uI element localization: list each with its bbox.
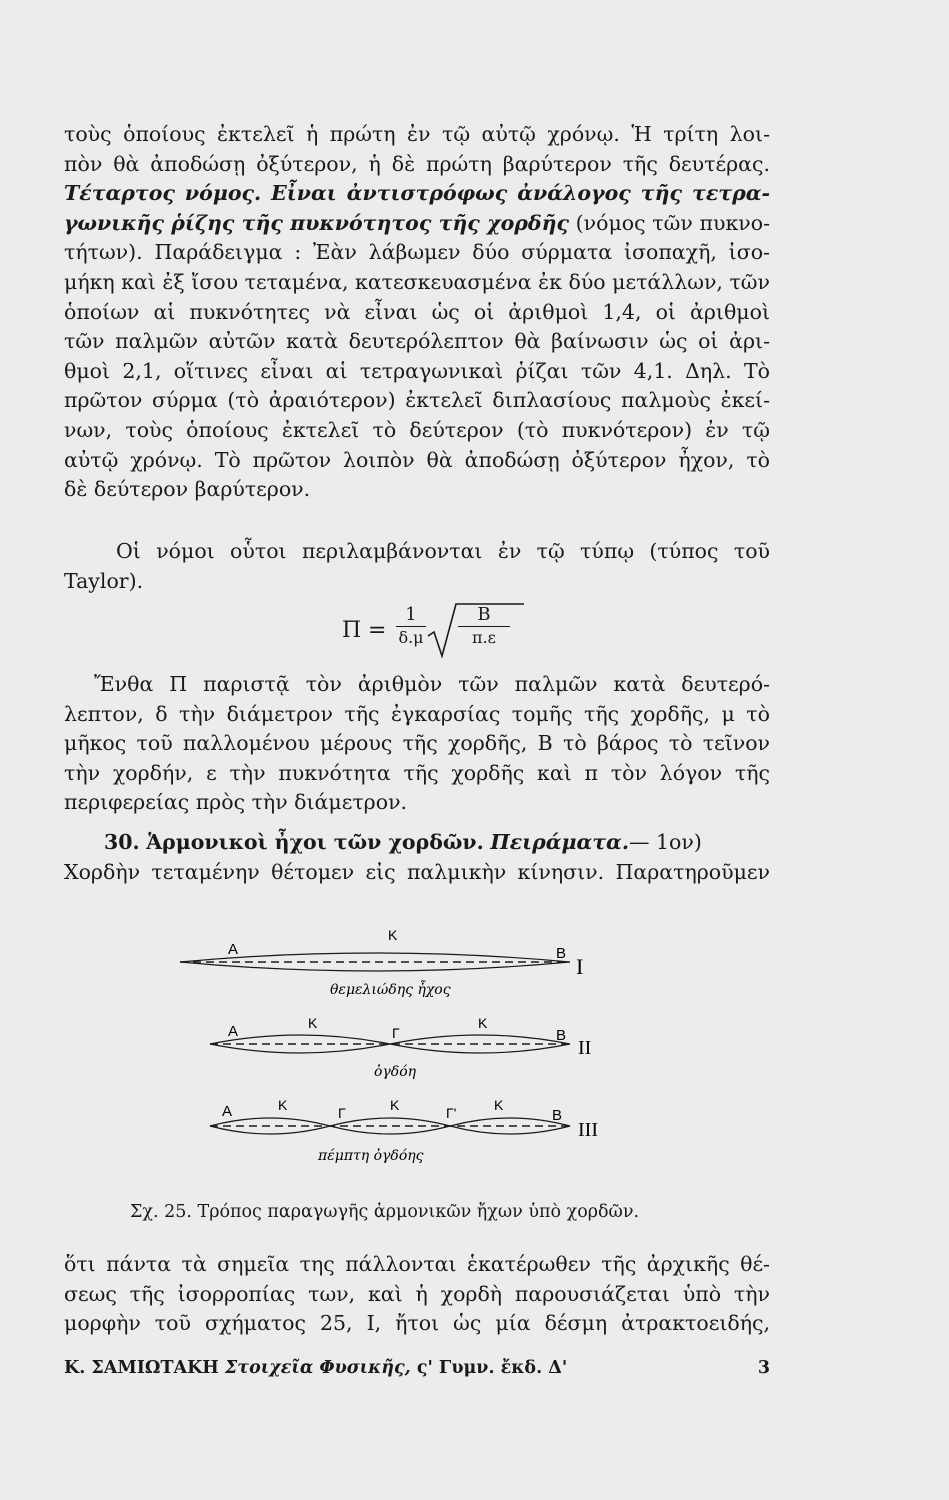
- text-line: μήκη καὶ ἐξ ἴσου τεταμένα, κατεσκευασμένα ἐκ δύο μετάλλων, τῶν: [64, 269, 770, 294]
- handwritten-fifth-octave: πέμπτη ὀγδόης: [318, 1148, 424, 1164]
- figure-case-3: [210, 1097, 598, 1164]
- text-line: Οἱ νόμοι οὗτοι περιλαμβάνονται ἐν τῷ τύπῳ (τύπος τοῦ: [116, 539, 770, 563]
- section-number: 30.: [104, 830, 140, 854]
- label-g-prime: Γ': [446, 1105, 457, 1121]
- label-b: Β: [556, 1027, 567, 1044]
- taylor-formula: [330, 600, 590, 660]
- label-a: Α: [228, 1023, 239, 1040]
- label-g: Γ: [392, 1025, 400, 1041]
- label-b: Β: [552, 1107, 563, 1124]
- label-g: Γ: [338, 1105, 346, 1121]
- text-line: μῆκος τοῦ παλλομένου μέρους τῆς χορδῆς, Β τὸ βάρος τὸ τεῖνον: [64, 731, 770, 756]
- figure-case-1: [180, 927, 583, 998]
- figure-caption: [130, 1202, 770, 1222]
- text-line: θμοὶ 2,1, οἵτινες εἶναι αἱ τετραγωνικαὶ ῥίζαι τῶν 4,1. Δηλ. Τὸ: [64, 358, 770, 383]
- law-heading: Τέταρτος νόμος. Εἶναι ἀντιστρόφως ἀνάλογος τῆς τετρα-: [64, 181, 770, 206]
- law-statement: γωνικῆς ῥίζης τῆς πυκνότητος τῆς χορδῆς: [64, 210, 569, 235]
- law-name: (νόμος τῶν πυκνο-: [568, 210, 771, 235]
- handwritten-octave: ὀγδόη: [374, 1064, 417, 1080]
- label-k: Κ: [494, 1097, 504, 1113]
- page-number: 3: [757, 1358, 770, 1378]
- label-roman-1: I: [576, 954, 584, 979]
- caption-text: Τρόπος παραγωγῆς ἁρμονικῶν ἤχων ὑπὸ χορδῶν.: [197, 1202, 640, 1222]
- figure-case-2: [210, 1015, 591, 1080]
- text-line: νων, τοὺς ὁποίους ἐκτελεῖ τὸ δεύτερον (τὸ πυκνότερον) ἐν τῷ: [64, 417, 770, 442]
- fraction-numerator: 1: [396, 604, 426, 627]
- paragraph-symbols: [64, 670, 770, 818]
- label-k: Κ: [308, 1015, 318, 1031]
- text-line: αὐτῷ χρόνῳ. Τὸ πρῶτον λοιπὸν θὰ ἀποδώσῃ ὀξύτερον ἦχον, τὸ: [64, 447, 770, 472]
- section-30: [64, 828, 770, 887]
- text-line: περιφερείας πρὸς τὴν διάμετρον.: [64, 790, 408, 815]
- section-heading: [64, 828, 770, 858]
- label-a: Α: [222, 1103, 233, 1120]
- fraction-denominator: δ.μ: [398, 628, 424, 647]
- text-line: τήτων). Παράδειγμα : Ἐὰν λάβωμεν δύο σύρματα ἰσοπαχῆ, ἰσο-: [64, 240, 770, 265]
- label-k: Κ: [390, 1097, 400, 1113]
- formula-lhs: Π: [342, 618, 362, 643]
- section-title: Ἁρμονικοὶ ἦχοι τῶν χορδῶν.: [146, 830, 484, 854]
- text-line: τοὺς ὁποίους ἐκτελεῖ ἡ πρώτη ἐν τῷ αὐτῷ χρόνῳ. Ἡ τρίτη λοι-: [64, 122, 770, 146]
- footer-author: Κ. ΣΑΜΙΩΤΑΚΗ: [64, 1358, 219, 1378]
- paragraph-taylor: [64, 537, 770, 596]
- formula-equals: =: [368, 618, 387, 643]
- text-line: λεπτον, δ τὴν διάμετρον τῆς ἐγκαρσίας τομῆς τῆς χορδῆς, μ τὸ: [64, 701, 770, 726]
- text-line: μορφὴν τοῦ σχήματος 25, Ι, ἤτοι ὡς μία δέσμη ἀτρακτοειδής,: [64, 1311, 770, 1336]
- section-first-experiment: — 1ον): [628, 830, 702, 854]
- text-line: Ἔνθα Π παριστᾷ τὸν ἀριθμὸν τῶν παλμῶν κατὰ δευτερό-: [94, 672, 770, 696]
- text-line: σεως τῆς ἰσορροπίας των, καὶ ἡ χορδὴ παρουσιάζεται ὑπὸ τὴν: [64, 1281, 770, 1306]
- label-a: Α: [228, 941, 239, 958]
- text-line: ὅτι πάντα τὰ σημεῖα της πάλλονται ἑκατέρωθεν τῆς ἀρχικῆς θέ-: [64, 1252, 770, 1276]
- label-k: Κ: [278, 1097, 288, 1113]
- root-numerator: Β: [458, 604, 510, 627]
- paragraph-bottom: [64, 1250, 770, 1339]
- text-line: δὲ δεύτερον βαρύτερον.: [64, 477, 311, 502]
- footer-edition: ς' Γυμν. ἔκδ. Δ': [416, 1358, 568, 1378]
- root-fraction: [458, 604, 510, 649]
- paragraph-density-law: [64, 120, 770, 505]
- text-line: Χορδὴν τεταμένην θέτομεν εἰς παλμικὴν κίνησιν. Παρατηροῦμεν: [64, 859, 770, 884]
- label-k: Κ: [388, 927, 398, 943]
- page-footer: [64, 1358, 770, 1378]
- label-roman-2: II: [578, 1037, 592, 1059]
- caption-figure-number: Σχ. 25.: [130, 1202, 192, 1222]
- label-k: Κ: [478, 1015, 488, 1031]
- text-line: τῶν παλμῶν αὐτῶν κατὰ δευτερόλεπτον θὰ βαίνωσιν ὡς οἱ ἀρι-: [64, 329, 770, 354]
- root-denominator: π.ε: [472, 628, 496, 647]
- figure-string-harmonics: [180, 920, 640, 1200]
- formula-fraction: [396, 604, 426, 649]
- text-line: πρῶτον σύρμα (τὸ ἀραιότερον) ἐκτελεῖ διπλασίους παλμοὺς ἐκεί-: [64, 388, 770, 413]
- footer-book-title: Στοιχεῖα Φυσικῆς,: [224, 1358, 411, 1378]
- text-line: τὴν χορδήν, ε τὴν πυκνότητα τῆς χορδῆς καὶ π τὸν λόγον τῆς: [64, 760, 770, 785]
- section-experiments: Πειράματα.: [490, 830, 629, 854]
- handwritten-fundamental: θεμελιώδης ἦχος: [330, 982, 451, 998]
- label-roman-3: III: [578, 1119, 598, 1141]
- label-b: Β: [556, 945, 567, 962]
- text-line: ὁποίων αἱ πυκνότητες νὰ εἶναι ὡς οἱ ἀριθμοὶ 1,4, οἱ ἀριθμοὶ: [64, 299, 770, 324]
- text-line: [64, 209, 770, 239]
- text-line: Taylor).: [64, 568, 144, 593]
- text-line: πὸν θὰ ἀποδώσῃ ὀξύτερον, ἡ δὲ πρώτη βαρύτερον τῆς δευτέρας.: [64, 151, 770, 176]
